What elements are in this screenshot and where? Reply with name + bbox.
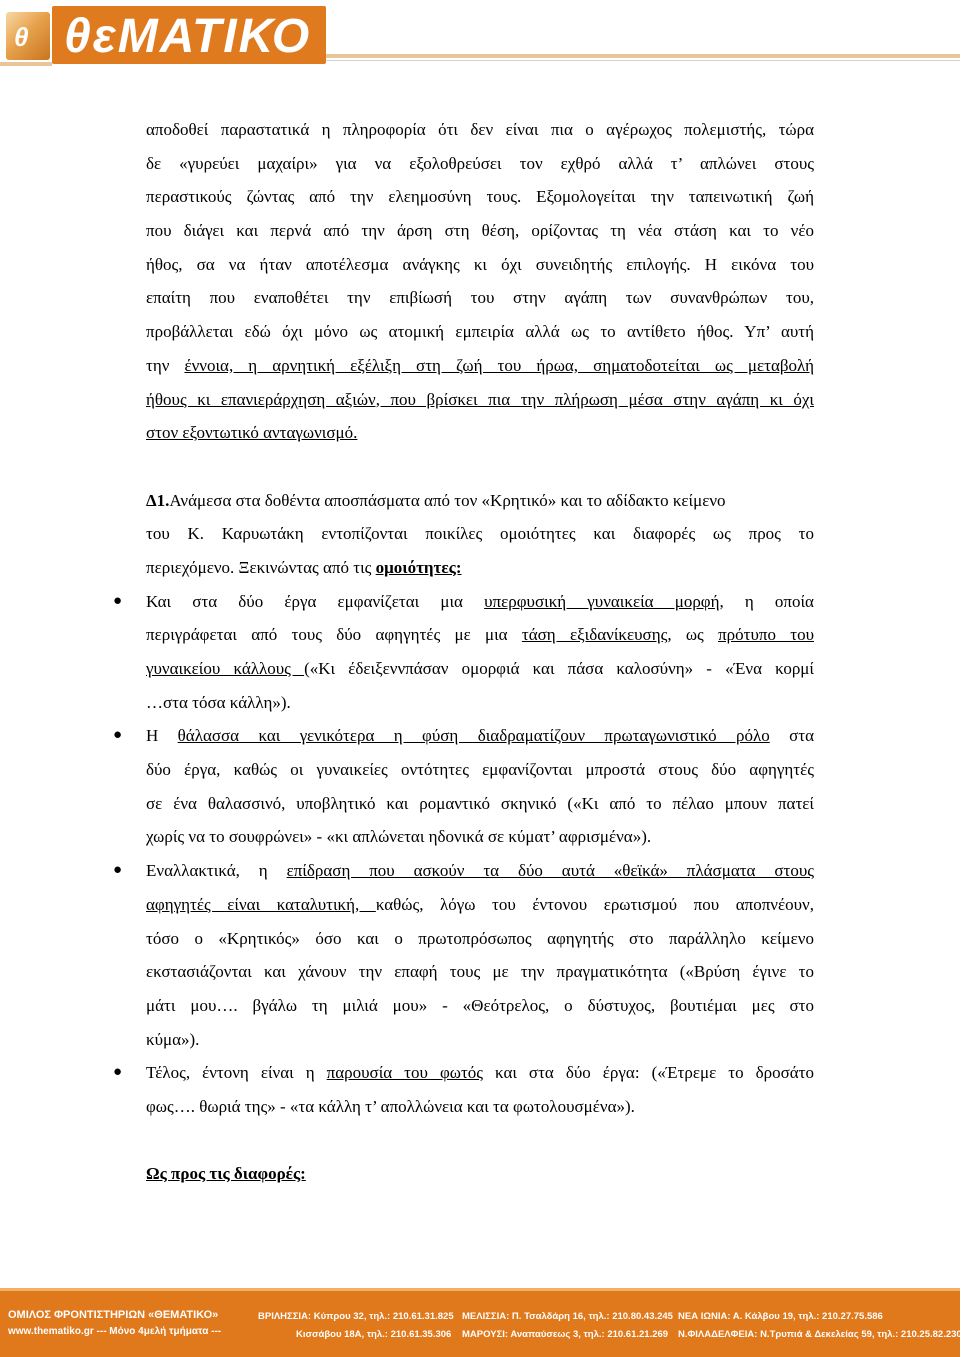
header-rule-thin: [326, 60, 960, 61]
text-line: [146, 888, 814, 922]
text-span: Και στα δύο έργα εμφανίζεται μια: [146, 591, 485, 611]
text-line: ήθος, σα να ήταν αποτέλεσμα ανάγκης κι όχι συνειδητής επιλογής. Η εικόνα του: [146, 254, 814, 274]
footer-contact: ΜΑΡΟΥΣΙ: Αναπαύσεως 3, τηλ.: 210.61.21.269: [462, 1329, 669, 1340]
text-line: επαίτη που εναποθέτει την επιβίωσή του στην αγάπη των συνανθρώπων του,: [146, 288, 814, 308]
text-line: του Κ. Καρυωτάκη εντοπίζονται ποικίλες ομοιότητες και διαφορές ως προς το: [146, 524, 814, 544]
text-line: περαστικούς ζώντας από την ελεημοσύνη τους. Εξομολογείται την ταπεινωτική ζωή: [146, 187, 814, 207]
underlined-text: αφηγητές είναι καταλυτική,: [146, 894, 376, 914]
underlined-text: τάση εξιδανίκευσης: [521, 625, 668, 645]
text-line: [113, 719, 815, 753]
text-line: τόσο ο «Κρητικός» όσο και ο πρωτοπρόσωπος αφηγητής στο παράλληλο κείμενο: [146, 928, 814, 948]
bullet-item-3: [113, 854, 814, 1056]
text-line: αποδοθεί παραστατικά η πληροφορία ότι δεν είναι πια ο αγέρωχος πολεμιστής, τώρα: [146, 120, 814, 139]
underlined-line: στον εξοντωτικό ανταγωνισμό.: [146, 423, 358, 443]
text-line: [146, 652, 814, 686]
text-line: εκστασιάζονται και χάνουν την επαφή τους με την πραγματικότητα («Βρύση έγινε το: [146, 962, 814, 982]
text-line: κύμα»).: [146, 1029, 200, 1049]
text-line: προβάλλεται εδώ όχι μόνο ως ατομική εμπειρία αλλά ως το αντίθετο ήθος. Υπ’ αυτή: [146, 322, 814, 342]
text-line: δε «γυρεύει μαχαίρι» για να εξολοθρεύσει τον εχθρό αλλά τ’ απλώνει στους: [146, 153, 814, 173]
underlined-text: πρότυπο του: [718, 625, 814, 645]
logo-glyph: θ: [14, 22, 29, 52]
document-body: [113, 113, 815, 1191]
text-line: [146, 551, 814, 585]
text-span: Εναλλακτικά, η: [146, 861, 287, 881]
text-line: [146, 349, 814, 383]
text-span: περιγράφεται από τους δύο αφηγητές με μια: [146, 625, 522, 645]
brand-name: θεΜΑΤΙΚΟ: [64, 10, 312, 63]
underlined-line: ήθους κι επανιεράρχηση αξιών, που βρίσκει πια την πλήρωση μέσα στην αγάπη κι όχι: [146, 389, 814, 409]
text-span: Τέλος, έντονη είναι η: [146, 1063, 327, 1083]
logo-icon: [6, 12, 50, 60]
footer-contact: ΒΡΙΛΗΣΣΙΑ: Κύπρου 32, τηλ.: 210.61.31.825: [258, 1311, 454, 1322]
bullet-icon: ●: [113, 862, 123, 879]
bullet-item-2: [113, 719, 815, 854]
text-line: μάτι μου…. βγάλω τη μιλιά μου» - «Θεότρελος, ο δύστυχος, βουτιέμαι μες στο: [146, 995, 814, 1015]
text-line: φως…. θωριά της» - «τα κάλλη τ’ απολλώνεια και τα φωτολουσμένα»).: [146, 1096, 635, 1116]
underlined-text: θάλασσα και γενικότερα η φύση διαδραματίζουν πρωταγωνιστικό ρόλο: [177, 726, 770, 746]
text-line: σε ένα θαλασσινό, υποβλητικό και ρομαντικό σκηνικό («Κι από το πέλαο μπουν πατεί: [146, 793, 814, 813]
page-header: [0, 0, 960, 78]
text-span: και στα δύο έργα: («Έτρεμε το δροσάτο: [483, 1063, 814, 1083]
underlined-text: υπερφυσική γυναικεία μορφή: [484, 591, 720, 611]
footer-org-name: ΟΜΙΛΟΣ ΦΡΟΝΤΙΣΤΗΡΙΩΝ «ΘΕΜΑΤΙΚΟ»: [8, 1309, 219, 1321]
header-corner-rule: [0, 62, 52, 66]
bullet-icon: ●: [113, 1064, 123, 1081]
footer-contact: ΜΕΛΙΣΣΙΑ: Π. Τσαλδάρη 16, τηλ.: 210.80.43.245: [462, 1311, 673, 1322]
brand-logo: [52, 6, 326, 64]
text-span: καθώς, λόγω του έντονου ερωτισμού που αποπνέουν,: [375, 894, 814, 914]
text-span: Ανάμεσα στα δοθέντα αποσπάσματα από τον «Κρητικό» και το αδίδακτο κείμενο: [169, 490, 726, 510]
text-line: [146, 484, 814, 518]
underlined-text: έννοια, η αρνητική εξέλιξη στη ζωή του ήρωα, σηματοδοτείται ως μεταβολή: [184, 355, 814, 375]
text-line: [113, 1056, 814, 1090]
bullet-item-1: [113, 585, 814, 720]
text-span: , η οποία: [719, 591, 814, 611]
section-label: Δ1.: [146, 490, 170, 510]
underlined-text: παρουσία του φωτός: [326, 1063, 484, 1083]
paragraph-1: [146, 113, 814, 450]
footer-contact: Κισσάβου 18Α, τηλ.: 210.61.35.306: [296, 1329, 452, 1340]
text-span: Η: [146, 726, 178, 746]
text-line: που διάγει και περνά από την άρση στη θέση, ορίζοντας τη νέα στάση και το νέο: [146, 221, 814, 241]
text-span: στα: [769, 726, 815, 746]
similarities-label: ομοιότητες:: [375, 557, 462, 577]
footer-contact: Ν.ΦΙΛΑΔΕΛΦΕΙΑ: Ν.Τρυπιά & Δεκελείας 59, τηλ.: 210.25.82.230: [678, 1329, 962, 1340]
text-line: [113, 585, 814, 619]
text-span: , ως: [667, 625, 719, 645]
header-rule: [326, 54, 960, 58]
underlined-text: γυναικείου κάλλους: [146, 659, 305, 678]
section-d1: [146, 484, 814, 585]
bullet-item-4: [113, 1056, 814, 1123]
spacer: [146, 450, 814, 484]
bullet-icon: ●: [113, 727, 123, 744]
differences-heading: Ως προς τις διαφορές:: [146, 1164, 306, 1184]
text-line: δύο έργα, καθώς οι γυναικείες οντότητες εμφανίζονται μπροστά στους δύο αφηγητές: [146, 760, 814, 780]
spacer: [146, 1124, 814, 1158]
text-span: περιεχόμενο. Ξεκινώντας από τις: [146, 557, 376, 577]
page-footer: [0, 1291, 960, 1357]
footer-website: www.thematiko.gr --- Μόνο 4μελή τμήματα ---: [8, 1326, 222, 1337]
text-span: («Κι έδειξεννπάσαν ομορφιά και πάσα καλοσύνη» - «Ένα κορμί: [304, 659, 814, 678]
footer-contact: ΝΕΑ ΙΩΝΙΑ: Α. Κάλβου 19, τηλ.: 210.27.75.586: [678, 1311, 883, 1322]
text-span: την: [146, 355, 185, 375]
text-line: χωρίς να το σουφρώνει» - «κι απλώνεται ηδονικά σε κύματ’ αφρισμένα»).: [146, 827, 652, 847]
text-line: [146, 618, 814, 652]
bullet-icon: ●: [113, 592, 123, 609]
text-line: [113, 854, 814, 888]
underlined-text: επίδραση που ασκούν τα δύο αυτά «θεϊκά» πλάσματα στους: [286, 861, 814, 881]
text-line: …στα τόσα κάλλη»).: [146, 692, 291, 712]
